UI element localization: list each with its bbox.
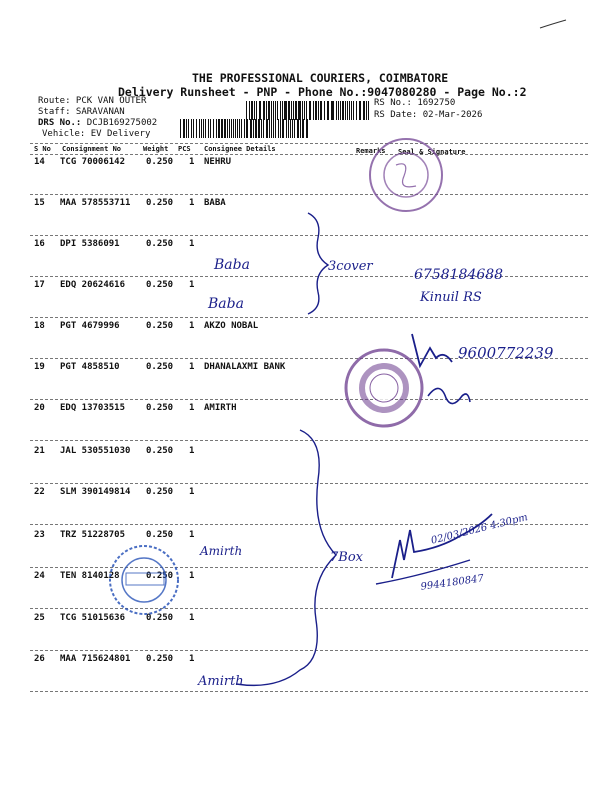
- handwritten-phone-2: 9600772239: [458, 344, 554, 362]
- row-consignee: BABA: [204, 198, 226, 208]
- handwritten-amirth-2: Amirth: [198, 674, 244, 689]
- row-weight: 0.250: [146, 487, 174, 497]
- handwritten-note-1: Kinuil RS: [420, 290, 482, 305]
- row-consignee: DHANALAXMI BANK: [204, 362, 286, 372]
- row-consignment: TEN 8140128: [60, 571, 120, 581]
- col-seal: Seal & Signature: [398, 148, 466, 156]
- row-pcs: 1: [189, 530, 195, 540]
- row-sno: 26: [34, 654, 45, 664]
- row-pcs: 1: [189, 198, 195, 208]
- row-sno: 24: [34, 571, 45, 581]
- row-sno: 22: [34, 487, 45, 497]
- row-consignment: PGT 4679996: [60, 321, 120, 331]
- handwritten-scover: 3cover: [328, 259, 373, 274]
- row-consignee: AMIRTH: [204, 403, 237, 413]
- row-sno: 25: [34, 613, 45, 623]
- row-consignment: TCG 70006142: [60, 157, 126, 167]
- row-pcs: 1: [189, 157, 195, 167]
- signature-1: [412, 334, 452, 366]
- row-sno: 21: [34, 446, 45, 456]
- col-consignment: Consignment No: [62, 145, 122, 153]
- row-pcs: 1: [189, 321, 195, 331]
- row-consignment: MAA 578553711: [60, 198, 131, 208]
- handwritten-box: 7Box: [330, 550, 363, 565]
- row-consignment: EDQ 20624616: [60, 280, 126, 290]
- row-sno: 16: [34, 239, 45, 249]
- row-weight: 0.250: [146, 157, 174, 167]
- row-pcs: 1: [189, 446, 195, 456]
- signature-2: [428, 388, 470, 403]
- row-pcs: 1: [189, 280, 195, 290]
- row-weight: 0.250: [146, 571, 174, 581]
- row-sno: 20: [34, 403, 45, 413]
- row-consignment: JAL 530551030: [60, 446, 131, 456]
- staff-line: Staff: SARAVANAN: [38, 107, 125, 117]
- row-pcs: 1: [189, 487, 195, 497]
- row-sno: 18: [34, 321, 45, 331]
- row-consignment: SLM 390149814: [60, 487, 131, 497]
- row-consignment: TRZ 51228705: [60, 530, 126, 540]
- row-sno: 17: [34, 280, 45, 290]
- rs-number: RS No.: 1692750: [374, 98, 456, 108]
- row-weight: 0.250: [146, 530, 174, 540]
- row-weight: 0.250: [146, 446, 174, 456]
- row-weight: 0.250: [146, 613, 174, 623]
- row-consignee: AKZO NOBAL: [204, 321, 259, 331]
- vehicle-line: Vehicle: EV Delivery: [42, 129, 151, 139]
- middle-seal-stamp: [346, 350, 422, 426]
- handwritten-date-time: 02/03/2026 4:30pm: [430, 512, 529, 547]
- row-pcs: 1: [189, 239, 195, 249]
- row-sno: 14: [34, 157, 45, 167]
- corner-mark: [540, 20, 566, 28]
- col-pcs: PCS: [178, 145, 191, 153]
- handwritten-amirth-1: Amirth: [200, 544, 243, 558]
- row-pcs: 1: [189, 571, 195, 581]
- brace-amirth: [236, 430, 336, 685]
- drs-label: DRS No.:: [38, 118, 82, 128]
- runsheet-title: Delivery Runsheet - PNP - Phone No.:9047080280 - Page No.:2: [118, 85, 527, 99]
- row-weight: 0.250: [146, 654, 174, 664]
- row-weight: 0.250: [146, 362, 174, 372]
- drs-value: DCJB169275002: [86, 118, 158, 128]
- row-pcs: 1: [189, 403, 195, 413]
- handwritten-phone-1: 6758184688: [414, 267, 504, 283]
- row-pcs: 1: [189, 613, 195, 623]
- row-weight: 0.250: [146, 239, 174, 249]
- bottom-seal-stamp: [110, 546, 178, 614]
- row-weight: 0.250: [146, 403, 174, 413]
- row-consignment: DPI 5386091: [60, 239, 120, 249]
- rs-date: RS Date: 02-Mar-2026: [374, 110, 483, 120]
- top-seal-stamp: [370, 139, 442, 211]
- route-line: Route: PCK VAN OUTER: [38, 96, 147, 106]
- row-weight: 0.250: [146, 280, 174, 290]
- handwritten-phone-3: 9944180847: [420, 573, 485, 593]
- row-consignment: EDQ 13703515: [60, 403, 126, 413]
- row-weight: 0.250: [146, 321, 174, 331]
- row-sno: 19: [34, 362, 45, 372]
- row-sno: 23: [34, 530, 45, 540]
- col-sno: S No: [34, 145, 51, 153]
- brace-baba: [308, 213, 328, 314]
- row-pcs: 1: [189, 654, 195, 664]
- row-sno: 15: [34, 198, 45, 208]
- row-consignment: PGT 4858510: [60, 362, 120, 372]
- col-remarks: Remarks: [356, 147, 386, 155]
- col-weight: Weight: [143, 145, 169, 153]
- col-consignee: Consignee Details: [204, 145, 276, 153]
- row-consignment: MAA 715624801: [60, 654, 131, 664]
- row-weight: 0.250: [146, 198, 174, 208]
- row-consignee: NEHRU: [204, 157, 232, 167]
- row-pcs: 1: [189, 362, 195, 372]
- handwritten-baba-2: Baba: [208, 296, 244, 312]
- row-consignment: TCG 51015636: [60, 613, 126, 623]
- handwritten-baba-1: Baba: [214, 257, 250, 273]
- company-title: THE PROFESSIONAL COURIERS, COIMBATORE: [192, 71, 449, 85]
